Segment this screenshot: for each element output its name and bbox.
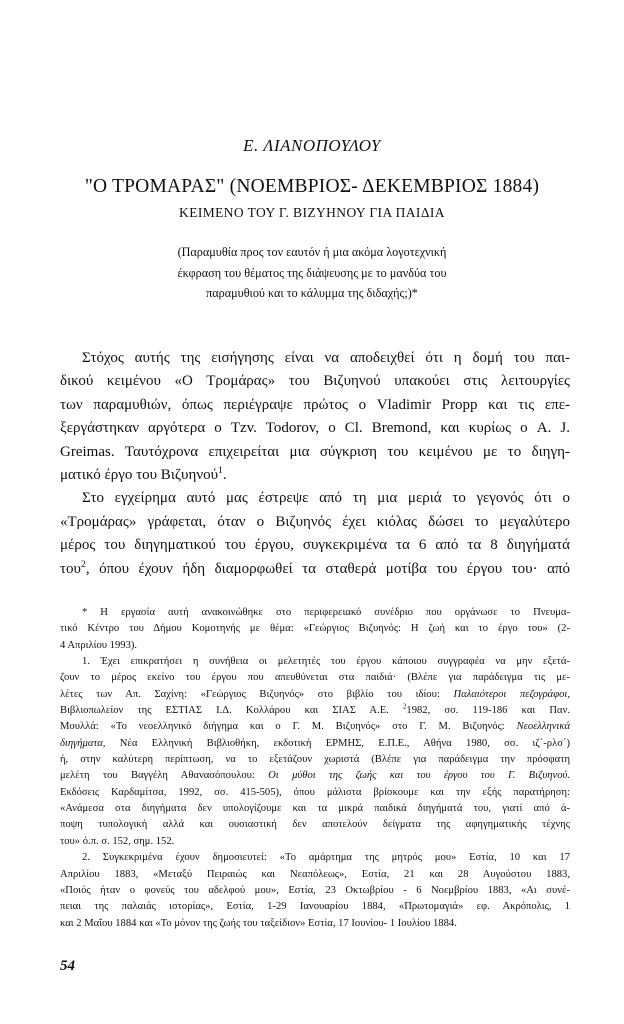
footnote-text-span: μελέτη του Βαγγέλη Αθανασόπουλου: bbox=[60, 770, 255, 782]
epigraph-line: παραμυθιού και το κάλυμμα της διδαχής;)* bbox=[206, 286, 418, 300]
footnote-line: «Ανάμεσα στα διηγήματα δεν υπολογίζουμε και τα μικρά παιδικά διηγήματά του, γιατί από ά- bbox=[60, 803, 570, 815]
footnote-text-span: λέτες των Απ. Σαχίνη: «Γεώργιος Βιζυηνός» στο βιβλίο του ιδίου: bbox=[60, 688, 440, 700]
edition-superscript: 2 bbox=[402, 703, 407, 711]
author-name: Ε. ΛΙΑΝΟΠΟΥΛΟΥ bbox=[243, 136, 381, 155]
body-line: μέρος του διηγηματικού του έργου, συγκεκριμένα τα 6 από τα 8 διηγήματά bbox=[60, 537, 570, 554]
body-text-span: . bbox=[222, 467, 227, 484]
body-text bbox=[60, 347, 570, 581]
footnote-line bbox=[60, 768, 570, 784]
body-line bbox=[60, 558, 570, 581]
article-subtitle: ΚΕΙΜΕΝΟ ΤΟΥ Γ. ΒΙΖΥΗΝΟΥ ΓΙΑ ΠΑΙΔΙΑ bbox=[179, 205, 445, 220]
body-line bbox=[60, 464, 570, 487]
footnote-line bbox=[60, 687, 570, 703]
footnote-text-span: Μουλλά: «Το νεοελληνικό διήγημα και ο Γ. Μ. Βιζυηνός» στο Γ. Μ. Βιζυηνός: bbox=[60, 721, 505, 733]
body-text-span: , όπου έχουν ήδη διαμορφωθεί τα σταθερά μοτίβα του έργου του· από bbox=[85, 560, 570, 577]
footnote-line: και 2 Μαΐου 1884 και «Το μόνον της ζωής του ταξείδιον» Εστία, 17 Ιουνίου- 1 Ιουλίου 1884. bbox=[60, 917, 457, 929]
footnote-line: * Η εργασία αυτή ανακοινώθηκε στο περιφερειακό συνέδριο που οργάνωσε το Πνευμα- bbox=[82, 607, 570, 618]
footnote-line: Εκδόσεις Καρδαμίτσα, 1992, σσ. 415-505), όπου μάλιστα βρίσκουμε και την εξής παρατήρηση: bbox=[60, 786, 570, 798]
footnote-line: του» ό.π. σ. 152, σημ. 152. bbox=[60, 835, 175, 847]
epigraph-line: έκφραση του θέματος της διάψευσης με το μανδύα του bbox=[177, 265, 447, 280]
footnote-line: ζουν το μέρος εκείνο του έργου που απευθύνεται στα παιδιά· (Βλέπε για παράδειγμα τις με- bbox=[60, 672, 570, 684]
footnotes bbox=[60, 605, 570, 932]
italic-title: διηγήματα, bbox=[60, 737, 106, 749]
body-text-span: ματικό έργο του Βιζυηνού bbox=[60, 467, 219, 484]
italic-title: Νεοελληνικά bbox=[516, 721, 571, 733]
page-number: 54 bbox=[60, 958, 75, 974]
footnote-line: ή, στην καλύτερη περίπτωση, να το εξετάζουν χωριστά (Βλέπε για παράδειγμα την πρόσφατη bbox=[60, 754, 570, 766]
footnote-line bbox=[60, 736, 570, 752]
footnote-line: Απριλίου 1883, «Μεταξύ Πειραιώς και Νεαπόλεως», Εστία, 21 και 28 Αυγούστου 1883, bbox=[60, 868, 570, 880]
body-line: «Τρομάρας» γράφεται, όταν ο Βιζυηνός έχει κιόλας δώσει το μεγαλύτερο bbox=[60, 513, 570, 530]
italic-title: Οι μύθοι της ζωής και του έργου του Γ. Βιζυηνού. bbox=[268, 770, 570, 782]
footnote-line: πειαι της παλαιάς ιστορίας», Εστία, 1-29 Ιανουαρίου 1884, «Πρωτομαγιά» εφ. Ακρόπολις, 1 bbox=[60, 901, 570, 913]
footnote-line: 2. Συγκεκριμένα έχουν δημοσιευτεί: «Το αμάρτημα της μητρός μου» Εστία, 10 και 17 bbox=[82, 852, 570, 864]
epigraph-line: (Παραμυθία προς τον εαυτόν ή μια ακόμα λογοτεχνική bbox=[177, 245, 447, 259]
footnote-text-span: Βιβλιοπωλείον της ΕΣΤΙΑΣ Ι.Δ. Κολλάρου και ΣΙΑΣ Α.Ε. bbox=[60, 705, 389, 717]
body-line: Στόχος αυτής της εισήγησης είναι να αποδειχθεί ότι η δομή του παι- bbox=[82, 350, 570, 366]
footnote-line: ποψη τυπολογική αλλά και ουσιαστική δεν αποτελούν δείγματα της αφηγηματικής τέχνης bbox=[60, 819, 570, 831]
italic-title: Παλαιότεροι πεζογράφοι, bbox=[453, 688, 570, 700]
body-line: Στο εγχείρημα αυτό μας έστρεψε από τη μια μεριά το γεγονός ότι ο bbox=[82, 490, 570, 507]
footnote-line: 4 Απριλίου 1993). bbox=[60, 639, 138, 651]
footnote-line bbox=[60, 703, 570, 719]
epigraph bbox=[0, 242, 624, 304]
body-text-span: του bbox=[60, 560, 81, 577]
footnote-line: τικό Κέντρο του Δήμου Κομοτηνής με θέμα: «Γεώργιος Βιζυηνός: Η ζωή και το έργο του» (2- bbox=[60, 623, 570, 635]
footnote-ref-1: 1 bbox=[218, 465, 223, 477]
article-title: "Ο ΤΡΟΜΑΡΑΣ" (ΝΟΕΜΒΡΙΟΣ- ΔΕΚΕΜΒΡΙΟΣ 1884) bbox=[84, 176, 540, 197]
body-line: ξεργάστηκαν αργότερα ο Tzv. Todorov, ο Cl. Bremond, και κυρίως ο A. J. bbox=[60, 420, 570, 437]
footnote-line: 1. Έχει επικρατήσει η συνήθεια οι μελετητές του έργου κάποιου συγγραφέα να μην εξετά- bbox=[82, 656, 570, 668]
footnote-text-span: Νέα Ελληνική Βιβλιοθήκη, εκδοτική ΕΡΜΗΣ, Ε.Π.Ε., Αθήνα 1980, σσ. ιζ΄-ρλσ΄) bbox=[119, 737, 570, 749]
footnote-text-span: 1982, σσ. 119-186 και Παν. bbox=[406, 705, 571, 717]
footnote-line: «Ποιός ήταν ο φονεύς του αδελφού μου», Εστία, 23 Οκτωβρίου - 6 Νοεμβρίου 1883, «Αι συνέ- bbox=[60, 884, 570, 896]
body-line: Greimas. Ταυτόχρονα επιχειρείται μια σύγκριση του κειμένου με το διηγη- bbox=[60, 443, 570, 460]
footnote-ref-2: 2 bbox=[80, 558, 86, 570]
body-line: δικού κειμένου «Ο Τρομάρας» του Βιζυηνού υπακούει στις λειτουργίες bbox=[60, 373, 570, 390]
footnote-line bbox=[60, 719, 570, 735]
body-line: των παραμυθιών, όπως περιέγραψε πρώτος ο Vladimir Propp και τις επε- bbox=[60, 396, 570, 413]
